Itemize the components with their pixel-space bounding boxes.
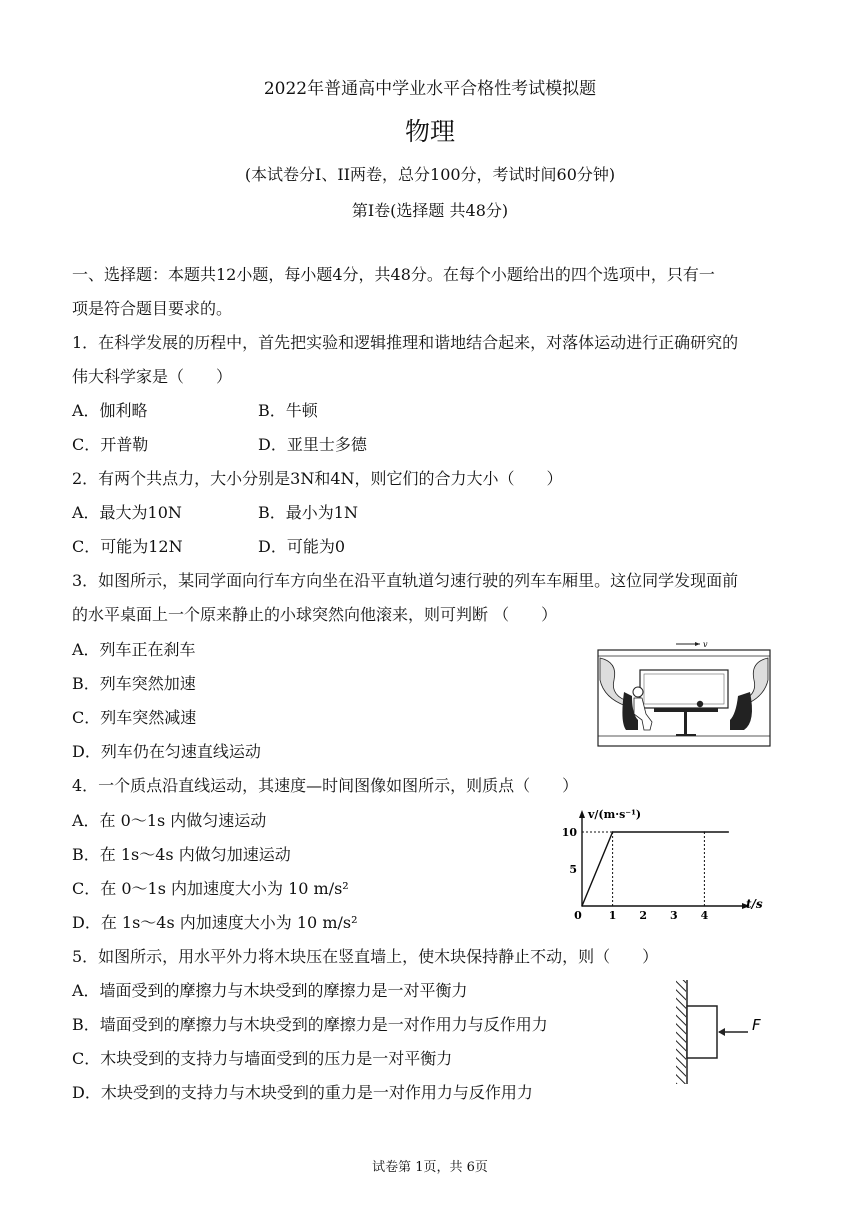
q1-option-c: C．开普勒 — [72, 435, 149, 454]
chart-y-label: v/(m·s⁻¹) — [588, 808, 642, 821]
chart-x-tick-label: 4 — [700, 909, 709, 920]
chart-x-tick-label: 3 — [669, 909, 678, 920]
q1-stem-line1: 1．在科学发展的历程中，首先把实验和逻辑推理和谐地结合起来，对落体运动进行正确研究的 — [72, 333, 739, 352]
q1-option-a: A．伽利略 — [72, 401, 148, 420]
q3-option-b: B．列车突然加速 — [72, 674, 196, 693]
q2-option-c: C．可能为12N — [72, 537, 183, 556]
train-velocity-label: v — [703, 640, 708, 649]
section-instruction-line1: 一、选择题：本题共12小题，每小题4分，共48分。在每个小题给出的四个选项中，只有一 — [72, 265, 715, 284]
section-instruction-line2: 项是符合题目要求的。 — [72, 299, 233, 318]
q5-option-b: B．墙面受到的摩擦力与木块受到的摩擦力是一对作用力与反作用力 — [72, 1015, 548, 1034]
q3-option-d: D．列车仍在匀速直线运动 — [72, 742, 261, 761]
chart-y-tick-label: 5 — [569, 863, 577, 876]
q4-stem: 4．一个质点沿直线运动，其速度—时间图像如图所示，则质点（ ） — [72, 776, 579, 795]
q1-stem-line2: 伟大科学家是（ ） — [72, 367, 233, 386]
chart-x-tick-label: 1 — [608, 909, 617, 920]
chart-data-point — [612, 831, 614, 833]
q4-option-c: C．在 0～1s 内加速度大小为 10 m/s² — [72, 879, 349, 898]
force-label: F — [752, 1016, 761, 1034]
chart-x-tick-label: 2 — [639, 909, 648, 920]
part-heading: 第I卷(选择题 共48分) — [351, 201, 509, 220]
q5-option-a: A．墙面受到的摩擦力与木块受到的摩擦力是一对平衡力 — [72, 981, 468, 1000]
chart-series-line — [582, 832, 704, 906]
q5-option-c: C．木块受到的支持力与墙面受到的压力是一对平衡力 — [72, 1049, 453, 1068]
q3-option-a: A．列车正在刹车 — [72, 640, 196, 659]
wooden-block — [687, 1006, 717, 1058]
subject-title: 物理 — [404, 117, 455, 146]
q4-option-d: D．在 1s～4s 内加速度大小为 10 m/s² — [72, 913, 358, 932]
q5-option-d: D．木块受到的支持力与木块受到的重力是一对作用力与反作用力 — [72, 1083, 533, 1102]
wall-block-figure — [672, 978, 772, 1086]
q1-option-b: B．牛顿 — [258, 401, 318, 420]
exam-note: (本试卷分I、II两卷，总分100分，考试时间60分钟) — [244, 165, 616, 184]
chart-y-arrow — [579, 810, 585, 818]
q2-stem: 2．有两个共点力，大小分别是3N和4N，则它们的合力大小（ ） — [72, 469, 563, 488]
chart-y-tick-label: 10 — [561, 826, 577, 839]
q2-option-d: D．可能为0 — [258, 537, 346, 556]
exam-title: 2022年普通高中学业水平合格性考试模拟题 — [263, 79, 597, 99]
q2-option-b: B．最小为1N — [258, 503, 358, 522]
q4-option-b: B．在 1s～4s 内做匀加速运动 — [72, 845, 291, 864]
q2-option-a: A．最大为10N — [72, 503, 182, 522]
q3-stem-line2: 的水平桌面上一个原来静止的小球突然向他滚来，则可判断 （ ） — [72, 605, 558, 624]
train-carriage-figure — [596, 636, 772, 748]
q1-option-d: D．亚里士多德 — [258, 435, 367, 454]
chart-data-point — [704, 831, 706, 833]
q3-option-c: C．列车突然减速 — [72, 708, 197, 727]
page-footer: 试卷第 1页，共 6页 — [372, 1160, 488, 1175]
q4-option-a: A．在 0～1s 内做匀速运动 — [72, 811, 267, 830]
chart-x-tick-label: 0 — [574, 909, 582, 920]
chart-data-point — [581, 905, 583, 907]
chart-x-label: t/s — [746, 897, 763, 911]
q3-stem-line1: 3．如图所示，某同学面向行车方向坐在沿平直轨道匀速行驶的列车车厢里。这位同学发现面前 — [72, 571, 739, 590]
velocity-time-chart — [560, 800, 780, 920]
q5-stem: 5．如图所示，用水平外力将木块压在竖直墙上，使木块保持静止不动，则（ ） — [72, 947, 659, 966]
wall-hatching — [676, 980, 686, 1084]
